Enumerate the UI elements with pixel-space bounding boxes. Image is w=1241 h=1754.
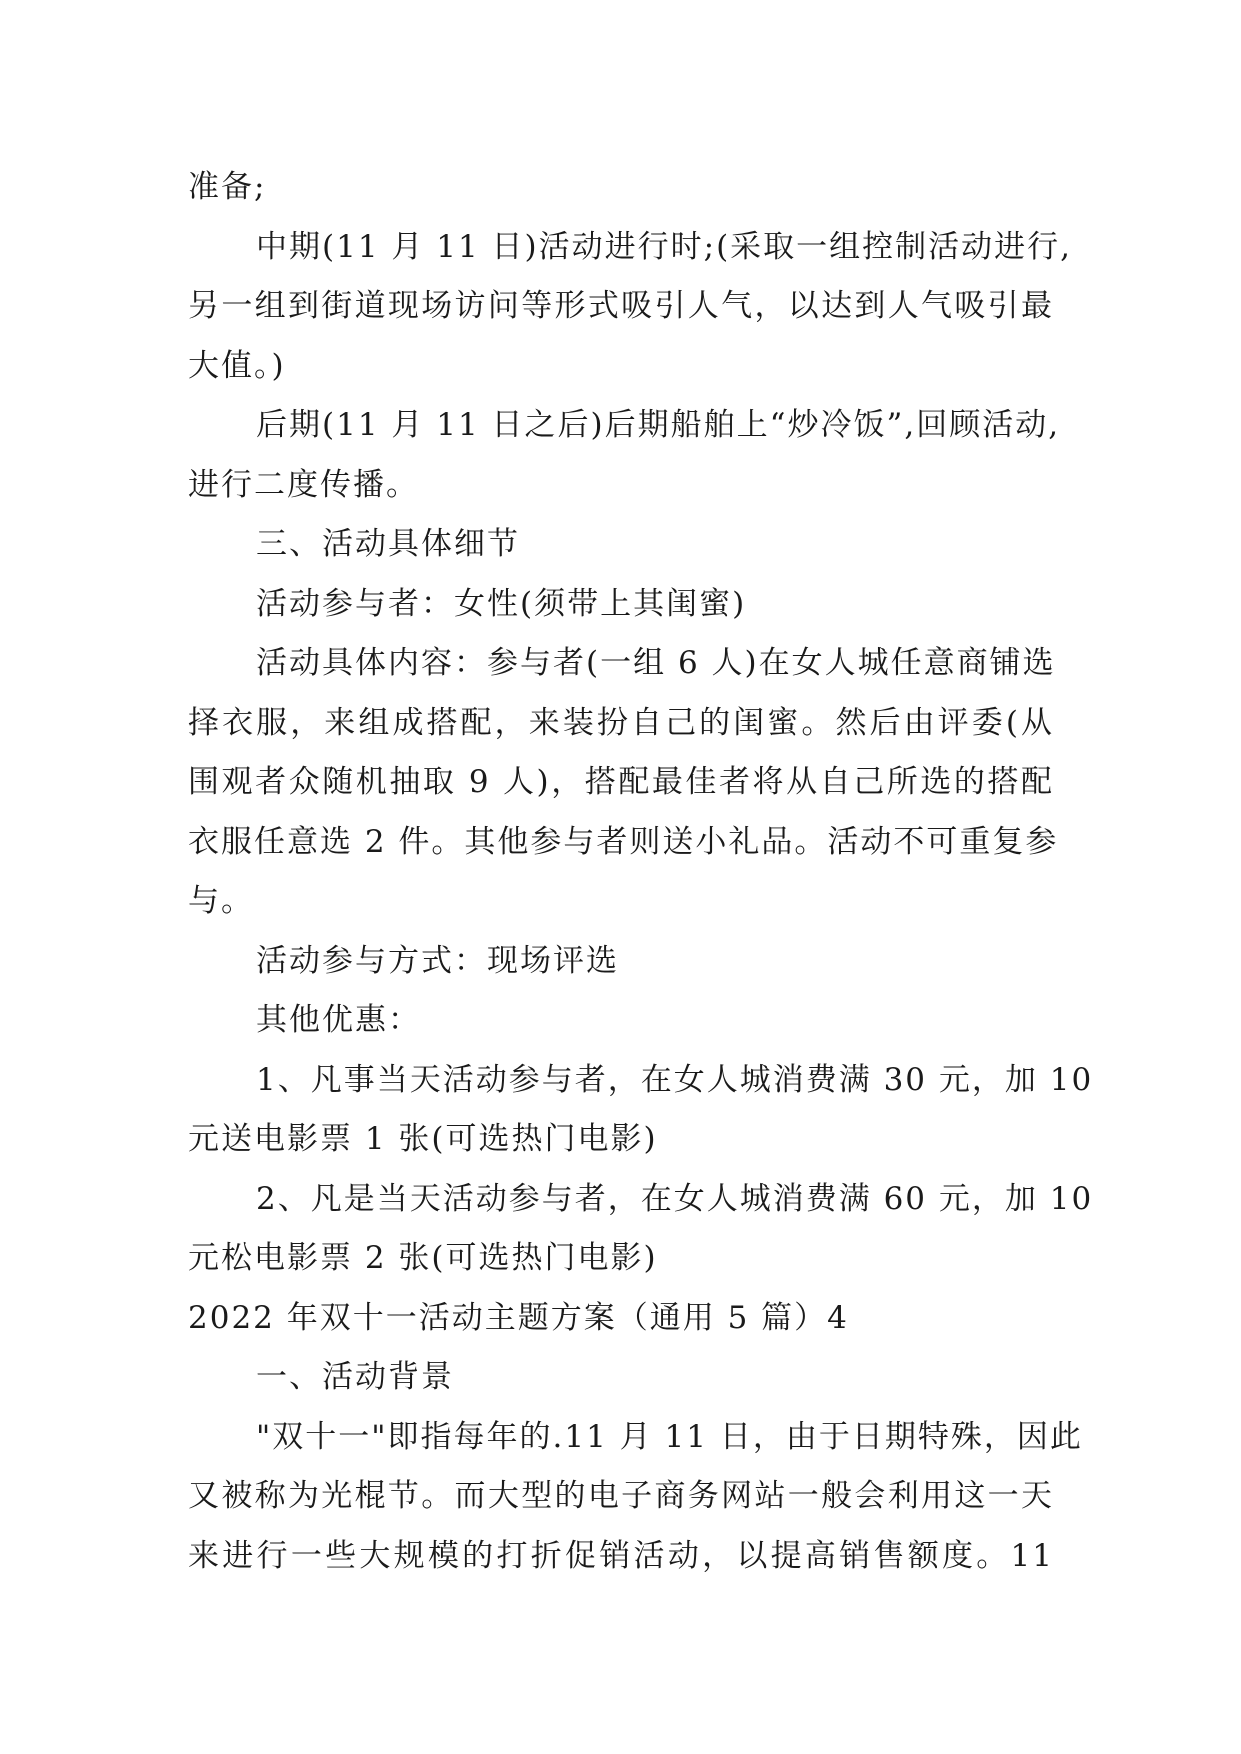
document-page xyxy=(188,158,1094,1586)
list-item-line: 2、凡是当天活动参与者，在女人城消费满 60 元，加 10 xyxy=(256,1180,1094,1217)
paragraph-line: 择衣服，来组成搭配，来装扮自己的闺蜜。然后由评委(从 xyxy=(188,704,1054,741)
paragraph-line: 衣服任意选 2 件。其他参与者则送小礼品。活动不可重复参 xyxy=(188,823,1059,860)
paragraph-line: 大值。) xyxy=(188,347,286,384)
paragraph-line: 与。 xyxy=(188,883,254,919)
paragraph-line: 准备; xyxy=(188,169,267,205)
paragraph-line: 又被称为光棍节。而大型的电子商务网站一般会利用这一天 xyxy=(188,1478,1054,1514)
list-item-line: 1、凡事当天活动参与者，在女人城消费满 30 元，加 10 xyxy=(256,1061,1094,1098)
paragraph-line: 活动具体内容：参与者(一组 6 人)在女人城任意商铺选 xyxy=(256,645,1056,681)
list-item-line: 元松电影票 2 张(可选热门电影) xyxy=(188,1240,658,1276)
paragraph-line: 后期(11 月 11 日之后)后期船舶上“炒冷饭”,回顾活动, xyxy=(256,407,1061,443)
paragraph-line: 围观者众随机抽取 9 人)，搭配最佳者将从自己所选的搭配 xyxy=(188,764,1054,800)
document-title: 2022 年双十一活动主题方案（通用 5 篇）4 xyxy=(188,1299,849,1336)
section-heading: 一、活动背景 xyxy=(256,1359,454,1395)
paragraph-line: 另一组到街道现场访问等形式吸引人气，以达到人气吸引最 xyxy=(188,288,1054,324)
paragraph-line: 中期(11 月 11 日)活动进行时;(采取一组控制活动进行, xyxy=(256,228,1073,265)
list-item-line: 元送电影票 1 张(可选热门电影) xyxy=(188,1121,658,1157)
paragraph-line: 来进行一些大规模的打折促销活动，以提高销售额度。11 xyxy=(188,1537,1054,1574)
paragraph-line: 活动参与方式：现场评选 xyxy=(256,942,619,979)
section-heading: 三、活动具体细节 xyxy=(256,526,520,562)
paragraph-line: "双十一"即指每年的.11 月 11 日，由于日期特殊，因此 xyxy=(256,1418,1083,1455)
paragraph-line: 活动参与者：女性(须带上其闺蜜) xyxy=(256,585,747,622)
paragraph-line: 进行二度传播。 xyxy=(188,466,419,503)
paragraph-line: 其他优惠： xyxy=(256,1002,421,1038)
